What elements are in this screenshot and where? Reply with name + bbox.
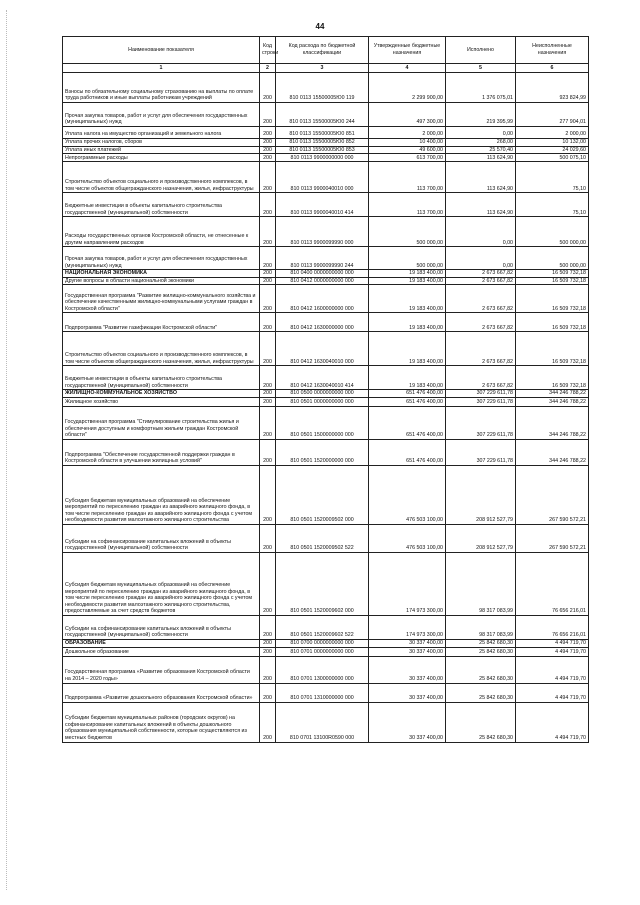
row-unexecuted-amount: 500 075,10: [516, 154, 589, 162]
row-budget-code: 810 0501 1520009502 000: [276, 465, 369, 524]
row-approved-amount: 30 337 400,00: [369, 639, 446, 647]
row-executed-amount: 307 229 611,78: [446, 397, 516, 406]
row-name: Дошкольное образование: [63, 647, 260, 656]
row-unexecuted-amount: 344 246 788,22: [516, 406, 589, 439]
row-name: Прочая закупка товаров, работ и услуг для обеспечения государственных (муниципальных) нужд: [63, 103, 260, 127]
row-approved-amount: 2 299 900,00: [369, 73, 446, 103]
row-budget-code: 810 0113 9900000000 000: [276, 154, 369, 162]
row-line-code: 200: [260, 524, 276, 552]
row-budget-code: 810 0501 1520000000 000: [276, 439, 369, 465]
row-executed-amount: 2 673 667,82: [446, 313, 516, 332]
row-name: Расходы государственных органов Костромской области, не отнесенные к другим направлениям расходов: [63, 217, 260, 247]
column-number: 1: [63, 64, 260, 73]
row-budget-code: 810 0412 0000000000 000: [276, 277, 369, 285]
row-budget-code: 810 0501 1500000000 000: [276, 406, 369, 439]
row-executed-amount: 2 673 667,82: [446, 277, 516, 285]
row-executed-amount: 113 624,90: [446, 162, 516, 193]
table-row: [63, 656, 589, 683]
row-approved-amount: 174 973 300,00: [369, 552, 446, 615]
row-approved-amount: 113 700,00: [369, 162, 446, 193]
row-unexecuted-amount: 2 000,00: [516, 127, 589, 139]
row-line-code: 200: [260, 270, 276, 278]
row-budget-code: 810 0113 15500005Ю0 119: [276, 73, 369, 103]
row-unexecuted-amount: 4 494 719,70: [516, 647, 589, 656]
row-approved-amount: 19 183 400,00: [369, 270, 446, 278]
column-number-row: [63, 64, 589, 73]
row-unexecuted-amount: 267 590 572,21: [516, 524, 589, 552]
table-header-row: [63, 37, 589, 64]
row-line-code: 200: [260, 146, 276, 154]
row-unexecuted-amount: 16 509 732,18: [516, 366, 589, 390]
row-budget-code: 810 0412 1630040010 000: [276, 332, 369, 366]
table-row: [63, 702, 589, 742]
row-line-code: 200: [260, 154, 276, 162]
row-unexecuted-amount: 75,10: [516, 162, 589, 193]
row-name: Взносы по обязательному социальному страхованию на выплаты по оплате труда работников и иные выплаты работникам учреждений: [63, 73, 260, 103]
row-budget-code: 810 0412 1630040010 414: [276, 366, 369, 390]
row-executed-amount: 2 673 667,82: [446, 332, 516, 366]
row-budget-code: 810 0701 0000000000 000: [276, 647, 369, 656]
row-name: Уплата иных платежей: [63, 146, 260, 154]
row-unexecuted-amount: 4 494 719,70: [516, 702, 589, 742]
table-row: [63, 146, 589, 154]
column-number: 4: [369, 64, 446, 73]
row-line-code: 200: [260, 313, 276, 332]
row-unexecuted-amount: 16 509 732,18: [516, 332, 589, 366]
row-approved-amount: 613 700,00: [369, 154, 446, 162]
row-unexecuted-amount: 923 824,99: [516, 73, 589, 103]
row-line-code: 200: [260, 217, 276, 247]
row-name: Государственная программа "Стимулирование строительства жилья и обеспечения доступным и комфортным жильем граждан Костромской области": [63, 406, 260, 439]
table-row: [63, 439, 589, 465]
row-budget-code: 810 0412 1630000000 000: [276, 313, 369, 332]
row-name: Непрограммные расходы: [63, 154, 260, 162]
row-approved-amount: 500 000,00: [369, 217, 446, 247]
row-unexecuted-amount: 4 494 719,70: [516, 639, 589, 647]
row-line-code: 200: [260, 397, 276, 406]
row-name: Субсидия бюджетам муниципальных образований на обеспечение мероприятий по переселению граждан из аварийного жилищного фонда, в том числе переселению граждан из аварийного жилищного фонда с учетом необходимости развития малоэтажного жилищного строительства, предоставляемые за счет средств бюджетов: [63, 552, 260, 615]
row-executed-amount: 25 842 680,30: [446, 647, 516, 656]
row-unexecuted-amount: 16 509 732,18: [516, 270, 589, 278]
row-line-code: 200: [260, 277, 276, 285]
row-name: Другие вопросы в области национальной экономики: [63, 277, 260, 285]
row-approved-amount: 651 476 400,00: [369, 390, 446, 398]
row-line-code: 200: [260, 127, 276, 139]
row-executed-amount: 208 912 527,79: [446, 524, 516, 552]
expenditure-table: [62, 36, 589, 743]
row-budget-code: 810 0113 15500005Ю0 853: [276, 146, 369, 154]
row-budget-code: 810 0113 9900040010 414: [276, 193, 369, 217]
row-line-code: 200: [260, 103, 276, 127]
row-line-code: 200: [260, 247, 276, 270]
row-line-code: 200: [260, 702, 276, 742]
table-row: [63, 397, 589, 406]
row-name: Строительство объектов социального и производственного комплексов, в том числе объектов общегражданского назначения, жилья, инфраструктуры: [63, 162, 260, 193]
row-line-code: 200: [260, 390, 276, 398]
row-approved-amount: 30 337 400,00: [369, 683, 446, 702]
row-budget-code: 810 0412 1600000000 000: [276, 285, 369, 313]
row-line-code: 200: [260, 639, 276, 647]
row-unexecuted-amount: 16 509 732,18: [516, 277, 589, 285]
table-row: [63, 139, 589, 147]
row-unexecuted-amount: 76 656 216,01: [516, 615, 589, 639]
row-executed-amount: 268,00: [446, 139, 516, 147]
row-approved-amount: 2 000,00: [369, 127, 446, 139]
row-name: Субсидии на софинансирование капитальных вложений в объекты государственной (муниципальной) собственности: [63, 524, 260, 552]
row-line-code: 200: [260, 285, 276, 313]
row-approved-amount: 30 337 400,00: [369, 647, 446, 656]
row-name: Бюджетные инвестиции в объекты капитального строительства государственной (муниципальной) собственности: [63, 366, 260, 390]
row-line-code: 200: [260, 139, 276, 147]
row-name: Подпрограмма "Обеспечение государственной поддержки граждан в Костромской области в улучшении жилищных условий": [63, 439, 260, 465]
row-executed-amount: 0,00: [446, 127, 516, 139]
header-approved: Утвержденные бюджетные назначения: [369, 37, 446, 64]
row-name: Подпрограмма "Развитие газификации Костромской области": [63, 313, 260, 332]
row-approved-amount: 651 476 400,00: [369, 406, 446, 439]
row-executed-amount: 25 570,40: [446, 146, 516, 154]
table-row: [63, 285, 589, 313]
column-number: 2: [260, 64, 276, 73]
row-unexecuted-amount: 344 246 788,22: [516, 390, 589, 398]
table-row: [63, 103, 589, 127]
column-number: 5: [446, 64, 516, 73]
row-line-code: 200: [260, 332, 276, 366]
table-row: [63, 683, 589, 702]
row-approved-amount: 19 183 400,00: [369, 277, 446, 285]
row-budget-code: 810 0701 1300000000 000: [276, 656, 369, 683]
row-executed-amount: 2 673 667,82: [446, 366, 516, 390]
row-line-code: 200: [260, 73, 276, 103]
row-unexecuted-amount: 344 246 788,22: [516, 397, 589, 406]
row-name: Государственная программа «Развитие образования Костромской области на 2014 – 2020 годы»: [63, 656, 260, 683]
row-unexecuted-amount: 10 132,00: [516, 139, 589, 147]
row-unexecuted-amount: 75,10: [516, 193, 589, 217]
row-line-code: 200: [260, 162, 276, 193]
row-line-code: 200: [260, 552, 276, 615]
row-name: Строительство объектов социального и производственного комплексов, в том числе объектов общегражданского назначения, жилья, инфраструктуры: [63, 332, 260, 366]
row-executed-amount: 113 624,90: [446, 193, 516, 217]
row-executed-amount: 2 673 667,82: [446, 270, 516, 278]
row-line-code: 200: [260, 683, 276, 702]
row-line-code: 200: [260, 647, 276, 656]
row-approved-amount: 30 337 400,00: [369, 702, 446, 742]
row-line-code: 200: [260, 193, 276, 217]
table-row: [63, 552, 589, 615]
row-name: Уплата налога на имущество организаций и земельного налога: [63, 127, 260, 139]
row-unexecuted-amount: 76 656 216,01: [516, 552, 589, 615]
row-budget-code: 810 0400 0000000000 000: [276, 270, 369, 278]
binding-margin: [6, 10, 11, 890]
row-budget-code: 810 0113 15500005Ю0 852: [276, 139, 369, 147]
header-line-code: Код строки: [260, 37, 276, 64]
row-name: Жилищное хозяйство: [63, 397, 260, 406]
row-unexecuted-amount: 500 000,00: [516, 217, 589, 247]
table-row: [63, 193, 589, 217]
row-approved-amount: 19 183 400,00: [369, 285, 446, 313]
row-line-code: 200: [260, 439, 276, 465]
row-executed-amount: 25 842 680,30: [446, 702, 516, 742]
row-line-code: 200: [260, 465, 276, 524]
row-unexecuted-amount: 16 509 732,18: [516, 285, 589, 313]
row-executed-amount: 0,00: [446, 247, 516, 270]
row-name: Государственная программа "Развитие жилищно-коммунального хозяйства и обеспечение качественными жилищно-коммунальными услугами граждан в Костромской области": [63, 285, 260, 313]
column-number: 3: [276, 64, 369, 73]
table-row: [63, 639, 589, 647]
row-executed-amount: 0,00: [446, 217, 516, 247]
row-budget-code: 810 0501 0000000000 000: [276, 397, 369, 406]
row-executed-amount: 307 229 611,78: [446, 390, 516, 398]
row-executed-amount: 25 842 680,30: [446, 639, 516, 647]
row-unexecuted-amount: 277 904,01: [516, 103, 589, 127]
row-executed-amount: 307 229 611,78: [446, 439, 516, 465]
table-row: [63, 217, 589, 247]
row-name: НАЦИОНАЛЬНАЯ ЭКОНОМИКА: [63, 270, 260, 278]
row-executed-amount: 25 842 680,30: [446, 683, 516, 702]
row-executed-amount: 219 395,99: [446, 103, 516, 127]
header-budget-code: Код расхода по бюджетной классификации: [276, 37, 369, 64]
row-approved-amount: 174 973 300,00: [369, 615, 446, 639]
row-name: Прочая закупка товаров, работ и услуг для обеспечения государственных (муниципальных) нужд: [63, 247, 260, 270]
row-approved-amount: 19 183 400,00: [369, 313, 446, 332]
table-row: [63, 247, 589, 270]
row-approved-amount: 497 300,00: [369, 103, 446, 127]
table-row: [63, 313, 589, 332]
row-budget-code: 810 0113 9900099990 244: [276, 247, 369, 270]
row-unexecuted-amount: 16 509 732,18: [516, 313, 589, 332]
row-name: Подпрограмма «Развитие дошкольного образования Костромской области»: [63, 683, 260, 702]
table-row: [63, 366, 589, 390]
row-approved-amount: 30 337 400,00: [369, 656, 446, 683]
table-row: [63, 524, 589, 552]
row-executed-amount: 25 842 680,30: [446, 656, 516, 683]
row-budget-code: 810 0113 15500005Ю0 851: [276, 127, 369, 139]
row-approved-amount: 651 476 400,00: [369, 439, 446, 465]
row-budget-code: 810 0701 1310000000 000: [276, 683, 369, 702]
row-approved-amount: 500 000,00: [369, 247, 446, 270]
row-budget-code: 810 0113 15500005Ю0 244: [276, 103, 369, 127]
row-budget-code: 810 0701 13100R0590 000: [276, 702, 369, 742]
header-unexecuted: Неисполненные назначения: [516, 37, 589, 64]
row-line-code: 200: [260, 366, 276, 390]
row-approved-amount: 476 503 100,00: [369, 524, 446, 552]
row-unexecuted-amount: 500 000,00: [516, 247, 589, 270]
table-row: [63, 406, 589, 439]
row-unexecuted-amount: 24 029,60: [516, 146, 589, 154]
row-budget-code: 810 0113 9900099990 000: [276, 217, 369, 247]
column-number: 6: [516, 64, 589, 73]
table-row: [63, 73, 589, 103]
row-name: Субсидии на софинансирование капитальных вложений в объекты государственной (муниципальной) собственности: [63, 615, 260, 639]
row-approved-amount: 10 400,00: [369, 139, 446, 147]
row-name: Субсидия бюджетам муниципальных образований на обеспечение мероприятий по переселению граждан из аварийного жилищного фонда, в том числе переселению граждан из аварийного жилищного фонда с учетом необходимости развития малоэтажного жилищного строительства: [63, 465, 260, 524]
row-name: ОБРАЗОВАНИЕ: [63, 639, 260, 647]
row-executed-amount: 98 317 083,99: [446, 552, 516, 615]
row-name: ЖИЛИЩНО-КОММУНАЛЬНОЕ ХОЗЯЙСТВО: [63, 390, 260, 398]
row-line-code: 200: [260, 656, 276, 683]
row-budget-code: 810 0700 0000000000 000: [276, 639, 369, 647]
row-name: Уплата прочих налогов, сборов: [63, 139, 260, 147]
table-row: [63, 332, 589, 366]
row-name: Бюджетные инвестиции в объекты капитального строительства государственной (муниципальной) собственности: [63, 193, 260, 217]
row-approved-amount: 651 476 400,00: [369, 397, 446, 406]
row-executed-amount: 1 376 075,01: [446, 73, 516, 103]
table-row: [63, 390, 589, 398]
table-row: [63, 465, 589, 524]
table-row: [63, 615, 589, 639]
row-approved-amount: 19 183 400,00: [369, 332, 446, 366]
row-budget-code: 810 0501 1520009502 522: [276, 524, 369, 552]
row-unexecuted-amount: 4 494 719,70: [516, 656, 589, 683]
table-row: [63, 647, 589, 656]
row-budget-code: 810 0501 1520009602 000: [276, 552, 369, 615]
header-name: Наименование показателя: [63, 37, 260, 64]
row-name: Субсидии бюджетам муниципальных районов (городских округов) на софинансирование капитальных вложений в объекты дошкольного образования муниципальной собственности, которые осуществляются из местных бюджетов: [63, 702, 260, 742]
row-executed-amount: 208 912 527,79: [446, 465, 516, 524]
row-executed-amount: 113 624,90: [446, 154, 516, 162]
row-approved-amount: 49 600,00: [369, 146, 446, 154]
row-unexecuted-amount: 267 590 572,21: [516, 465, 589, 524]
table-row: [63, 127, 589, 139]
header-executed: Исполнено: [446, 37, 516, 64]
table-row: [63, 277, 589, 285]
row-budget-code: 810 0500 0000000000 000: [276, 390, 369, 398]
row-approved-amount: 113 700,00: [369, 193, 446, 217]
row-line-code: 200: [260, 406, 276, 439]
row-budget-code: 810 0113 9900040010 000: [276, 162, 369, 193]
row-executed-amount: 2 673 667,82: [446, 285, 516, 313]
row-budget-code: 810 0501 1520009602 522: [276, 615, 369, 639]
row-approved-amount: 476 503 100,00: [369, 465, 446, 524]
row-unexecuted-amount: 4 494 719,70: [516, 683, 589, 702]
table-row: [63, 154, 589, 162]
table-row: [63, 162, 589, 193]
row-approved-amount: 19 183 400,00: [369, 366, 446, 390]
row-executed-amount: 98 317 083,99: [446, 615, 516, 639]
table-row: [63, 270, 589, 278]
row-executed-amount: 307 229 611,78: [446, 406, 516, 439]
row-line-code: 200: [260, 615, 276, 639]
page-number: 44: [315, 22, 325, 31]
row-unexecuted-amount: 344 246 788,22: [516, 439, 589, 465]
